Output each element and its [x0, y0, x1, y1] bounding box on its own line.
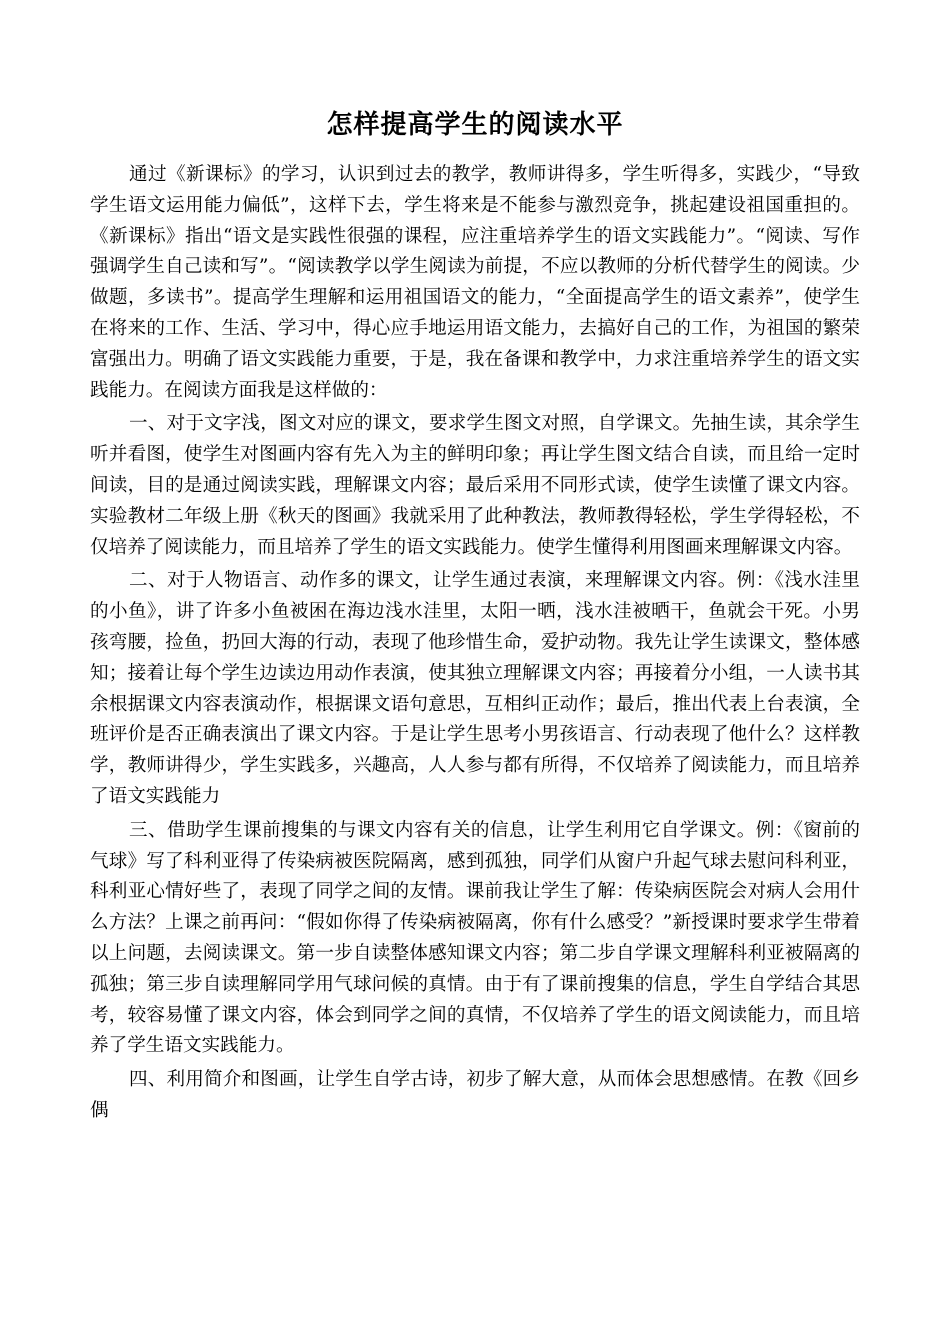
paragraph-intro: 通过《新课标》的学习，认识到过去的教学，教师讲得多，学生听得多，实践少，“导致学生语文运用能力偏低”，这样下去，学生将来是不能参与激烈竞争，挑起建设祖国重担的。《新课标》指出“语文是实践性很强的课程，应注重培养学生的语文实践能力”。“阅读、写作强调学生自己读和写”。“阅读教学以学生阅读为前提，不应以教师的分析代替学生的阅读。少做题，多读书”。提高学生理解和运用祖国语文的能力，“全面提高学生的语文素养”，使学生在将来的工作、生活、学习中，得心应手地运用语文能力，去搞好自己的工作，为祖国的繁荣富强出力。明确了语文实践能力重要，于是，我在备课和教学中，力求注重培养学生的语文实践能力。在阅读方面我是这样做的： [90, 164, 860, 401]
paragraph-method-1: 一、对于文字浅，图文对应的课文，要求学生图文对照，自学课文。先抽生读，其余学生听并看图，使学生对图画内容有先入为主的鲜明印象；再让学生图文结合自读，而且给一定时间读，目的是通过阅读实践，理解课文内容；最后采用不同形式读，使学生读懂了课文内容。实验教材二年级上册《秋天的图画》我就采用了此种教法，教师教得轻松，学生学得轻松，不仅培养了阅读能力，而且培养了学生的语文实践能力。使学生懂得利用图画来理解课文内容。 [90, 413, 860, 558]
paragraph-method-4: 四、利用简介和图画，让学生自学古诗，初步了解大意，从而体会思想感情。在教《回乡偶 [90, 1069, 860, 1121]
paragraph-method-3: 三、借助学生课前搜集的与课文内容有关的信息，让学生利用它自学课文。例：《窗前的气球》写了科利亚得了传染病被医院隔离，感到孤独，同学们从窗户升起气球去慰问科利亚，科利亚心情好些了，表现了同学之间的友情。课前我让学生了解：传染病医院会对病人会用什么方法？上课之前再问：“假如你得了传染病被隔离，你有什么感受？”新授课时要求学生带着以上问题，去阅读课文。第一步自读整体感知课文内容；第二步自学课文理解科利亚被隔离的孤独；第三步自读理解同学用气球问候的真情。由于有了课前搜集的信息，学生自学结合其思考，较容易懂了课文内容，体会到同学之间的真情，不仅培养了学生的语文阅读能力，而且培养了学生语文实践能力。 [90, 819, 860, 1057]
document-body [90, 160, 860, 1127]
paragraph-method-2: 二、对于人物语言、动作多的课文，让学生通过表演，来理解课文内容。例：《浅水洼里的小鱼》，讲了许多小鱼被困在海边浅水洼里，太阳一晒，浅水洼被晒干，鱼就会干死。小男孩弯腰，捡鱼，扔回大海的行动，表现了他珍惜生命，爱护动物。我先让学生读课文，整体感知；接着让每个学生边读边用动作表演，使其独立理解课文内容；再接着分小组，一人读书其余根据课文内容表演动作，根据课文语句意思，互相纠正动作；最后，推出代表上台表演，全班评价是否正确表演出了课文内容。于是让学生思考小男孩语言、行动表现了他什么？这样教学，教师讲得少，学生实践多，兴趣高，人人参与都有所得，不仅培养了阅读能力，而且培养了语文实践能力 [90, 570, 860, 807]
document-title: 怎样提高学生的阅读水平 [326, 110, 624, 140]
